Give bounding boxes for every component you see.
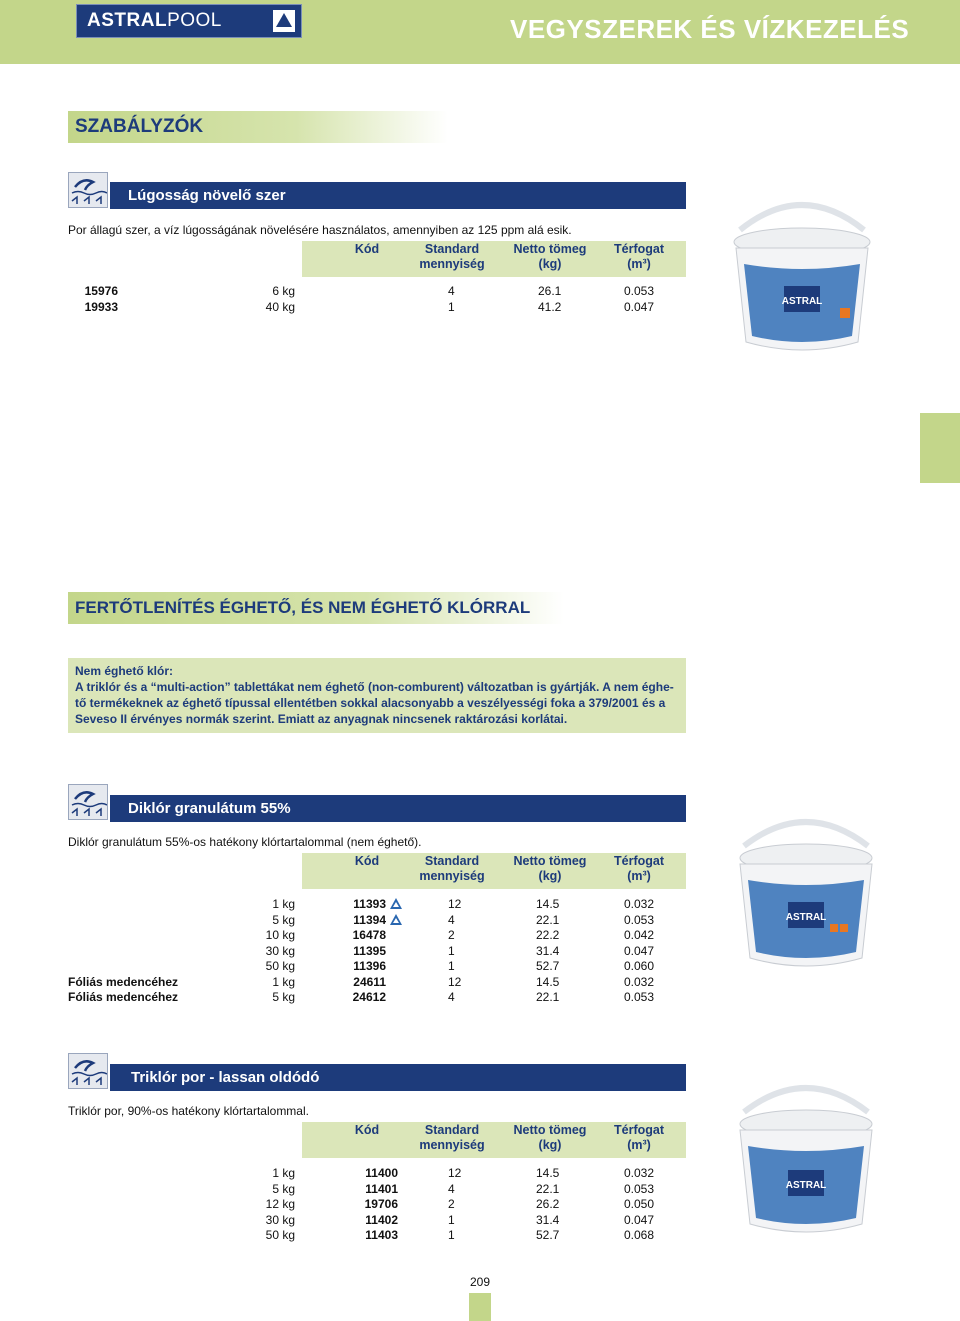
product-bucket-image: [728, 1072, 884, 1246]
astralpool-logo: [76, 4, 302, 38]
footer-marker: [469, 1293, 491, 1321]
table-row: 50 kg 11403 1 52.7 0.068: [265, 1228, 655, 1242]
logo-text: ASTRALPOOL: [87, 10, 222, 31]
info-heading: Nem éghető klór:: [75, 664, 174, 678]
product-bar-trichlor: Triklór por - lassan oldódó: [110, 1064, 686, 1091]
side-tab: [920, 413, 960, 483]
product-description: Por állagú szer, a víz lúgosságának növelésére használatos, amennyiben az 125 ppm alá esik.: [68, 223, 572, 237]
col-mass: Netto tömeg (kg): [513, 242, 587, 271]
page-title: VEGYSZEREK ÉS VÍZKEZELÉS: [510, 14, 910, 44]
col-qty: Standard mennyiség: [419, 1123, 485, 1152]
table-row: 10 kg 16478 2 22.2 0.042: [265, 928, 655, 942]
col-mass: Netto tömeg (kg): [513, 1123, 587, 1152]
col-volume: Térfogat (m³): [614, 1123, 664, 1152]
col-code: Kód: [354, 242, 380, 256]
table-row: 5 kg 11394 4 22.1 0.053: [272, 912, 655, 927]
col-qty: Standard mennyiség: [419, 854, 485, 883]
table-row: 6 kg 15976 4 26.1 0.053: [84, 284, 655, 298]
info-line: A triklór és a “multi-action” tablettákat nem éghető (non-comburent) változatban is gyártják. A nem éghe-: [75, 680, 674, 694]
warning-triangle-icon: [389, 913, 403, 927]
table-row: 30 kg 11395 1 31.4 0.047: [265, 943, 655, 958]
info-box: [68, 658, 686, 733]
table-row: 5 kg 11401 4 22.1 0.053: [272, 1181, 655, 1196]
section-title-regulators: SZABÁLYZÓK: [68, 111, 448, 143]
table-row: Fóliás medencéhez 5 kg 24612 4 22.1 0.053: [68, 990, 655, 1004]
product-bar-dichlor: Diklór granulátum 55%: [110, 795, 686, 822]
table-row: Fóliás medencéhez 1 kg 24611 12 14.5 0.032: [68, 974, 655, 989]
product-bucket-image: [722, 190, 882, 364]
info-line: tő termékeknek az éghető típussal ellentétben sokkal alacsonyabb a veszélyességi foka a 379/2001 és a: [75, 696, 666, 710]
section-title-disinfection: FERTŐTLENÍTÉS ÉGHETŐ, ÉS NEM ÉGHETŐ KLÓRRAL: [68, 592, 564, 624]
col-qty: Standard mennyiség: [419, 242, 485, 271]
pool-water-icon: [68, 1053, 108, 1089]
product-description: Diklór granulátum 55%-os hatékony klórtartalommal (nem éghető).: [68, 835, 422, 849]
col-code: Kód: [354, 854, 380, 868]
col-mass: Netto tömeg (kg): [513, 854, 587, 883]
pool-water-icon: [68, 172, 108, 208]
svg-text:ASTRAL: ASTRAL: [781, 296, 823, 307]
col-code: Kód: [354, 1123, 380, 1137]
table-row: 40 kg 19933 1 41.2 0.047: [84, 300, 655, 314]
product-bucket-image: [728, 806, 884, 980]
pool-water-icon: [68, 784, 108, 820]
table-row: 50 kg 11396 1 52.7 0.060: [265, 959, 655, 973]
logo-mark-icon: [273, 10, 295, 32]
col-volume: Térfogat (m³): [614, 242, 664, 271]
col-volume: Térfogat (m³): [614, 854, 664, 883]
info-line: Seveso II érvényes normák szerint. Emiatt az anyagnak nincsenek raktározási korlátai.: [75, 712, 568, 726]
table-row: 1 kg 11393 12 14.5 0.032: [272, 897, 655, 911]
table-row: 12 kg 19706 2 26.2 0.050: [265, 1197, 655, 1211]
table-row: 1 kg 11400 12 14.5 0.032: [272, 1166, 655, 1180]
product-bar-alkalinity: Lúgosság növelő szer: [110, 182, 686, 209]
warning-triangle-icon: [389, 897, 403, 911]
page-number: 209: [469, 1275, 491, 1289]
table-row: 30 kg 11402 1 31.4 0.047: [265, 1212, 655, 1227]
svg-text:ASTRAL: ASTRAL: [785, 912, 827, 923]
svg-text:ASTRAL: ASTRAL: [785, 1180, 827, 1191]
product-description: Triklór por, 90%-os hatékony klórtartalommal.: [68, 1104, 309, 1118]
